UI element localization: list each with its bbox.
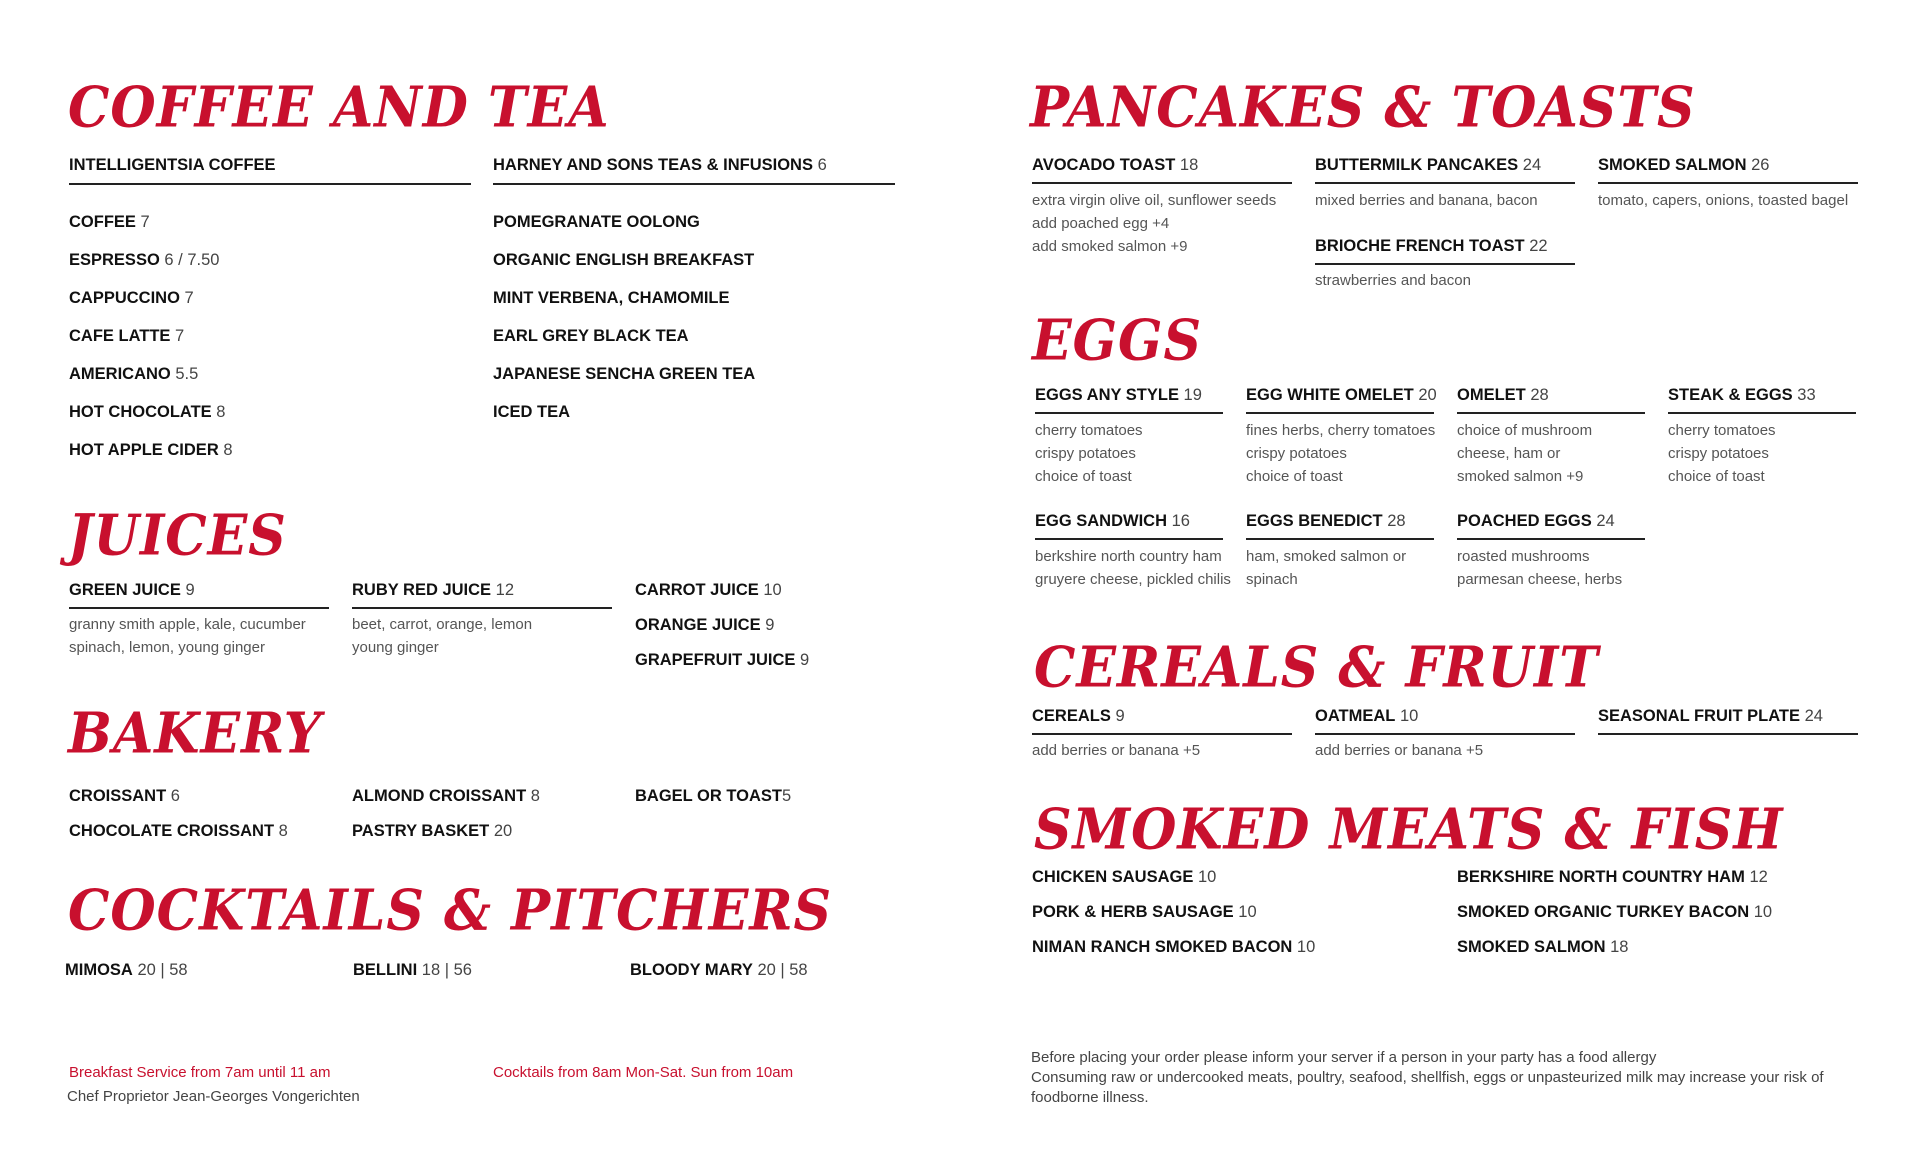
item-description: cherry tomatoes crispy potatoes choice of toast: [1035, 422, 1143, 485]
menu-item: AMERICANO 5.5: [69, 365, 199, 383]
menu-item: PORK & HERB SAUSAGE 10: [1032, 903, 1257, 921]
menu-item: PASTRY BASKET 20: [352, 822, 513, 840]
menu-item: POMEGRANATE OOLONG: [493, 213, 700, 231]
item-description: cherry tomatoes crispy potatoes choice of toast: [1668, 422, 1776, 485]
menu-item: GREEN JUICE 9: [69, 582, 329, 609]
menu-item: NIMAN RANCH SMOKED BACON 10: [1032, 938, 1316, 956]
chef-credit: Chef Proprietor Jean-Georges Vongerichten: [67, 1088, 360, 1105]
menu-item: BUTTERMILK PANCAKES 24: [1315, 157, 1575, 184]
menu-item: EGG SANDWICH 16: [1035, 513, 1223, 540]
item-description: granny smith apple, kale, cucumber spinach, lemon, young ginger: [69, 616, 306, 656]
menu-item: CHICKEN SAUSAGE 10: [1032, 868, 1217, 886]
item-description: fines herbs, cherry tomatoes crispy potatoes choice of toast: [1246, 422, 1436, 485]
menu-item: HOT APPLE CIDER 8: [69, 441, 233, 459]
item-description: add berries or banana +5: [1315, 742, 1484, 759]
item-description: beet, carrot, orange, lemon young ginger: [352, 616, 533, 656]
item-description: ham, smoked salmon or spinach: [1246, 548, 1407, 588]
menu-item: SMOKED SALMON 18: [1457, 938, 1629, 956]
item-description: roasted mushrooms parmesan cheese, herbs: [1457, 548, 1623, 588]
item-description: mixed berries and banana, bacon: [1315, 192, 1538, 209]
menu-item: ORANGE JUICE 9: [635, 616, 775, 634]
intelligentsia-header: INTELLIGENTSIA COFFEE: [69, 156, 276, 174]
allergy-notice: Before placing your order please inform your server if a person in your party has a food allergy Consuming raw or undercooked meats, poultry, seafood, shellfish, eggs or unpasteurized milk may increase your risk of foodborne illness.: [1031, 1049, 1824, 1106]
cocktails-heading: COCKTAILS & PITCHERS: [68, 877, 833, 944]
menu-item: SMOKED ORGANIC TURKEY BACON 10: [1457, 903, 1773, 921]
item-description: strawberries and bacon: [1315, 272, 1471, 289]
menu-item: CROISSANT 6: [69, 787, 180, 805]
menu-item: AVOCADO TOAST 18: [1032, 157, 1292, 184]
item-description: tomato, capers, onions, toasted bagel: [1598, 192, 1849, 209]
menu-item: BERKSHIRE NORTH COUNTRY HAM 12: [1457, 868, 1768, 886]
menu-item: OMELET 28: [1457, 387, 1645, 414]
menu-item: EGG WHITE OMELET 20: [1246, 387, 1434, 414]
item-description: choice of mushroom cheese, ham or smoked salmon +9: [1457, 422, 1593, 485]
menu-item: BLOODY MARY 20 | 58: [630, 961, 808, 979]
menu-item: ALMOND CROISSANT 8: [352, 787, 540, 805]
menu-item: COFFEE 7: [69, 213, 150, 231]
juices-heading: JUICES: [68, 502, 287, 569]
menu-item: SMOKED SALMON 26: [1598, 157, 1858, 184]
menu-item: CARROT JUICE 10: [635, 581, 782, 599]
menu-item: ESPRESSO 6 / 7.50: [69, 251, 220, 269]
menu-item: HOT CHOCOLATE 8: [69, 403, 226, 421]
menu-item: BELLINI 18 | 56: [353, 961, 472, 979]
menu-item: BAGEL OR TOAST5: [635, 787, 792, 805]
menu-item: EGGS BENEDICT 28: [1246, 513, 1434, 540]
breakfast-hours: Breakfast Service from 7am until 11 am: [69, 1064, 331, 1081]
menu-item: ORGANIC ENGLISH BREAKFAST: [493, 251, 755, 269]
menu-item: CAFE LATTE 7: [69, 327, 185, 345]
item-description: add berries or banana +5: [1032, 742, 1201, 759]
menu-item: POACHED EGGS 24: [1457, 513, 1645, 540]
coffee-tea-heading: COFFEE AND TEA: [68, 74, 610, 141]
cocktail-hours: Cocktails from 8am Mon-Sat. Sun from 10am: [493, 1064, 794, 1081]
menu-item: MIMOSA 20 | 58: [65, 961, 188, 979]
menu-item: CHOCOLATE CROISSANT 8: [69, 822, 288, 840]
smoked-heading: SMOKED MEATS & FISH: [1034, 796, 1784, 863]
menu-item: CAPPUCCINO 7: [69, 289, 194, 307]
item-description: extra virgin olive oil, sunflower seeds add poached egg +4 add smoked salmon +9: [1032, 192, 1277, 255]
cereals-heading: CEREALS & FRUIT: [1034, 634, 1599, 701]
menu-item: OATMEAL 10: [1315, 708, 1575, 735]
bakery-heading: BAKERY: [68, 700, 322, 767]
menu-item: JAPANESE SENCHA GREEN TEA: [493, 365, 756, 383]
divider: [69, 183, 471, 185]
menu-item: SEASONAL FRUIT PLATE 24: [1598, 708, 1858, 735]
menu-item: EARL GREY BLACK TEA: [493, 327, 689, 345]
harney-header: HARNEY AND SONS TEAS & INFUSIONS 6: [493, 156, 827, 174]
menu-item: RUBY RED JUICE 12: [352, 582, 612, 609]
menu-item: MINT VERBENA, CHAMOMILE: [493, 289, 730, 307]
menu-item: EGGS ANY STYLE 19: [1035, 387, 1223, 414]
menu-item: STEAK & EGGS 33: [1668, 387, 1856, 414]
divider: [493, 183, 895, 185]
menu-item: BRIOCHE FRENCH TOAST 22: [1315, 238, 1575, 265]
pancakes-heading: PANCAKES & TOASTS: [1030, 74, 1696, 141]
menu-item: ICED TEA: [493, 403, 571, 421]
menu-item: GRAPEFRUIT JUICE 9: [635, 651, 810, 669]
item-description: berkshire north country ham gruyere cheese, pickled chilis: [1035, 548, 1231, 588]
menu-item: CEREALS 9: [1032, 708, 1292, 735]
eggs-heading: EGGS: [1032, 307, 1203, 374]
